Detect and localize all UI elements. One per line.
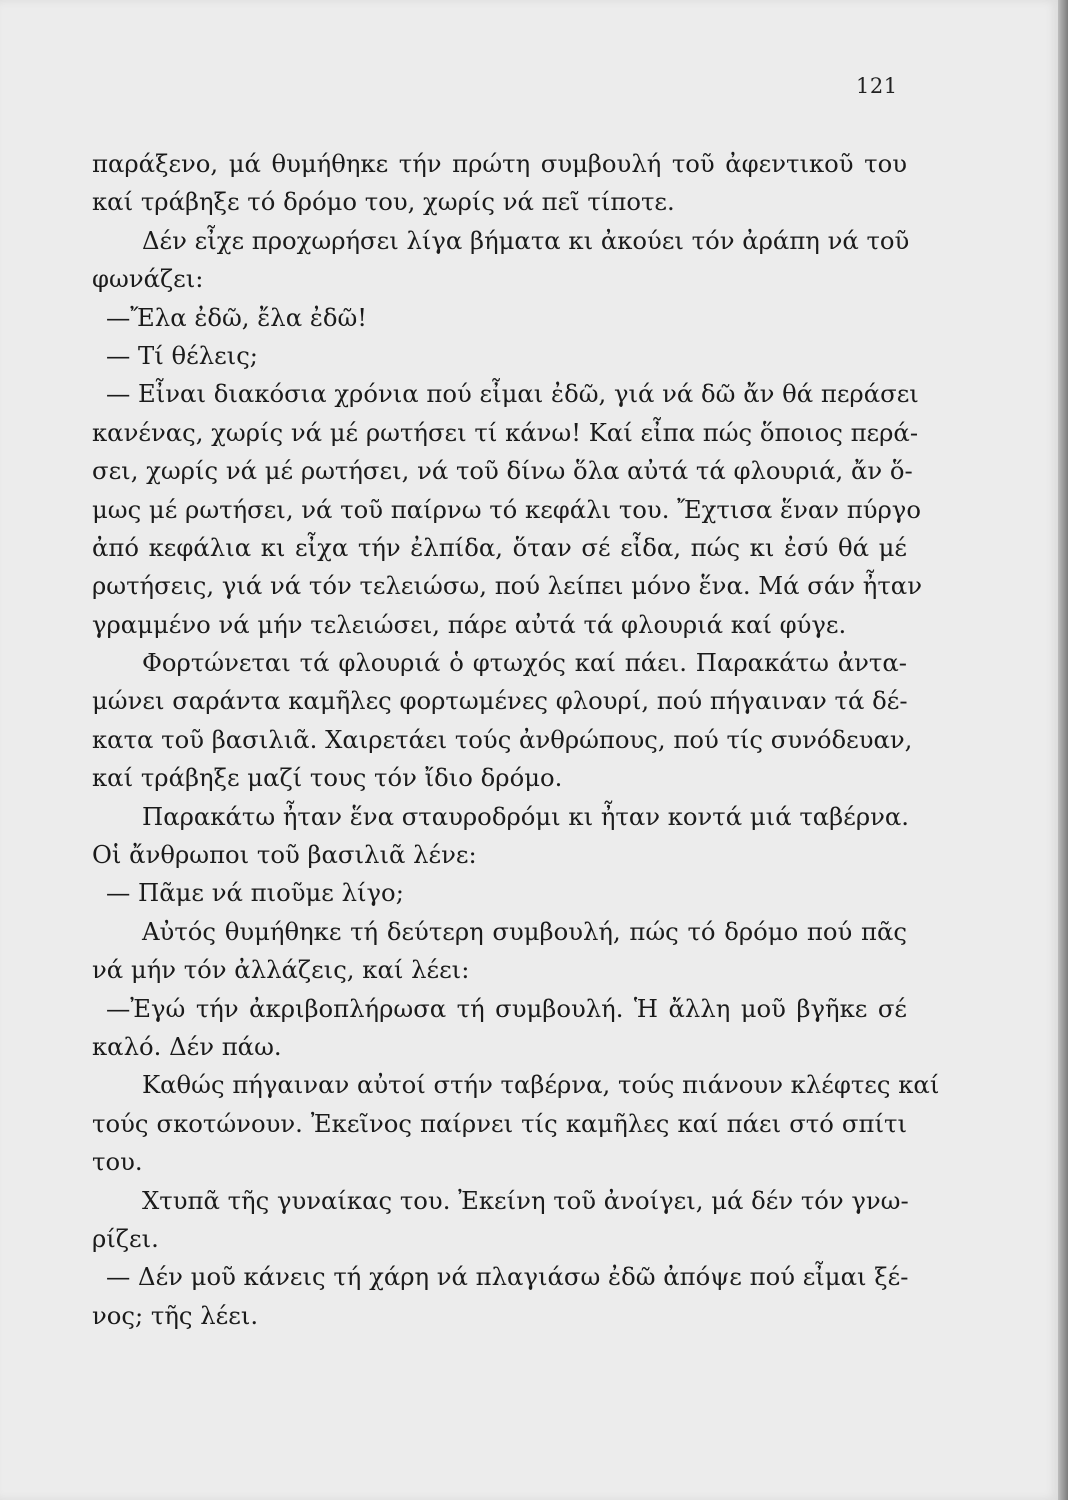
text-line: κατα τοῦ βασιλιᾶ. Χαιρετάει τούς ἀνθρώπους, πού τίς συνόδευαν,	[92, 724, 913, 754]
text-line: μως μέ ρωτήσει, νά τοῦ παίρνω τό κεφάλι του. Ἔχτισα ἕναν πύργο	[92, 494, 921, 524]
text-line: Αὐτός θυμήθηκε τή δεύτερη συμβουλή, πώς τό δρόμο πού πᾶς	[142, 916, 907, 946]
text-line: γραμμένο νά μήν τελειώσει, πάρε αὐτά τά φλουριά καί φύγε.	[92, 609, 847, 639]
text-line: μώνει σαράντα καμῆλες φορτωμένες φλουρί, πού πήγαιναν τά δέ-	[92, 686, 908, 716]
text-line: κανένας, χωρίς νά μέ ρωτήσει τί κάνω! Καί εἶπα πώς ὅποιος περά-	[92, 417, 919, 447]
dialogue-line: — Τί θέλεις;	[106, 340, 258, 370]
scan-edge	[1058, 0, 1068, 1500]
text-line: καί τράβηξε μαζί τους τόν ἴδιο δρόμο.	[92, 763, 563, 793]
text-line: σει, χωρίς νά μέ ρωτήσει, νά τοῦ δίνω ὅλα αὐτά τά φλουριά, ἄν ὅ-	[92, 456, 913, 486]
text-line: τούς σκοτώνουν. Ἐκεῖνος παίρνει τίς καμῆλες καί πάει στό σπίτι	[92, 1108, 907, 1138]
text-line: παράξενο, μά θυμήθηκε τήν πρώτη συμβουλή τοῦ ἀφεντικοῦ του	[92, 149, 907, 178]
text-line: Φορτώνεται τά φλουριά ὁ φτωχός καί πάει. Παρακάτω ἀντα-	[142, 648, 907, 678]
text-line: Παρακάτω ἦταν ἕνα σταυροδρόμι κι ἦταν κοντά μιά ταβέρνα.	[142, 801, 910, 831]
text-line: ἀπό κεφάλια κι εἶχα τήν ἐλπίδα, ὅταν σέ εἶδα, πώς κι ἐσύ θά μέ	[92, 532, 907, 562]
text-line: Χτυπᾶ τῆς γυναίκας του. Ἐκείνη τοῦ ἀνοίγει, μά δέν τόν γνω-	[142, 1185, 909, 1215]
text-line: ρίζει.	[92, 1223, 159, 1253]
text-line: καί τράβηξε τό δρόμο του, χωρίς νά πεῖ τίποτε.	[92, 187, 675, 217]
text-line: ρωτήσεις, γιά νά τόν τελειώσω, πού λείπει μόνο ἕνα. Μά σάν ἦταν	[92, 571, 922, 601]
dialogue-line: —Ἔλα ἐδῶ, ἔλα ἐδῶ!	[106, 302, 368, 332]
text-line: φωνάζει:	[92, 264, 204, 294]
text-line: νά μήν τόν ἀλλάζεις, καί λέει:	[92, 955, 470, 985]
body-text	[92, 145, 940, 1335]
page-number: 121	[856, 74, 898, 98]
text-line: Καθώς πήγαιναν αὐτοί στήν ταβέρνα, τούς πιάνουν κλέφτες καί	[142, 1070, 940, 1100]
text-line: του.	[92, 1147, 143, 1177]
dialogue-line: — Πᾶμε νά πιοῦμε λίγο;	[106, 878, 404, 908]
dialogue-line: — Εἶναι διακόσια χρόνια πού εἶμαι ἐδῶ, γιά νά δῶ ἄν θά περάσει	[106, 379, 919, 409]
dialogue-line: — Δέν μοῦ κάνεις τή χάρη νά πλαγιάσω ἐδῶ ἀπόψε πού εἶμαι ξέ-	[106, 1262, 909, 1292]
text-line: καλό. Δέν πάω.	[92, 1031, 282, 1061]
dialogue-line: —Ἐγώ τήν ἀκριβοπλήρωσα τή συμβουλή. Ἡ ἄλλη μοῦ βγῆκε σέ	[106, 993, 907, 1023]
text-line: νος; τῆς λέει.	[92, 1300, 259, 1330]
text-line: Οἱ ἄνθρωποι τοῦ βασιλιᾶ λένε:	[92, 840, 477, 870]
text-line: Δέν εἶχε προχωρήσει λίγα βήματα κι ἀκούει τόν ἀράπη νά τοῦ	[142, 225, 910, 255]
